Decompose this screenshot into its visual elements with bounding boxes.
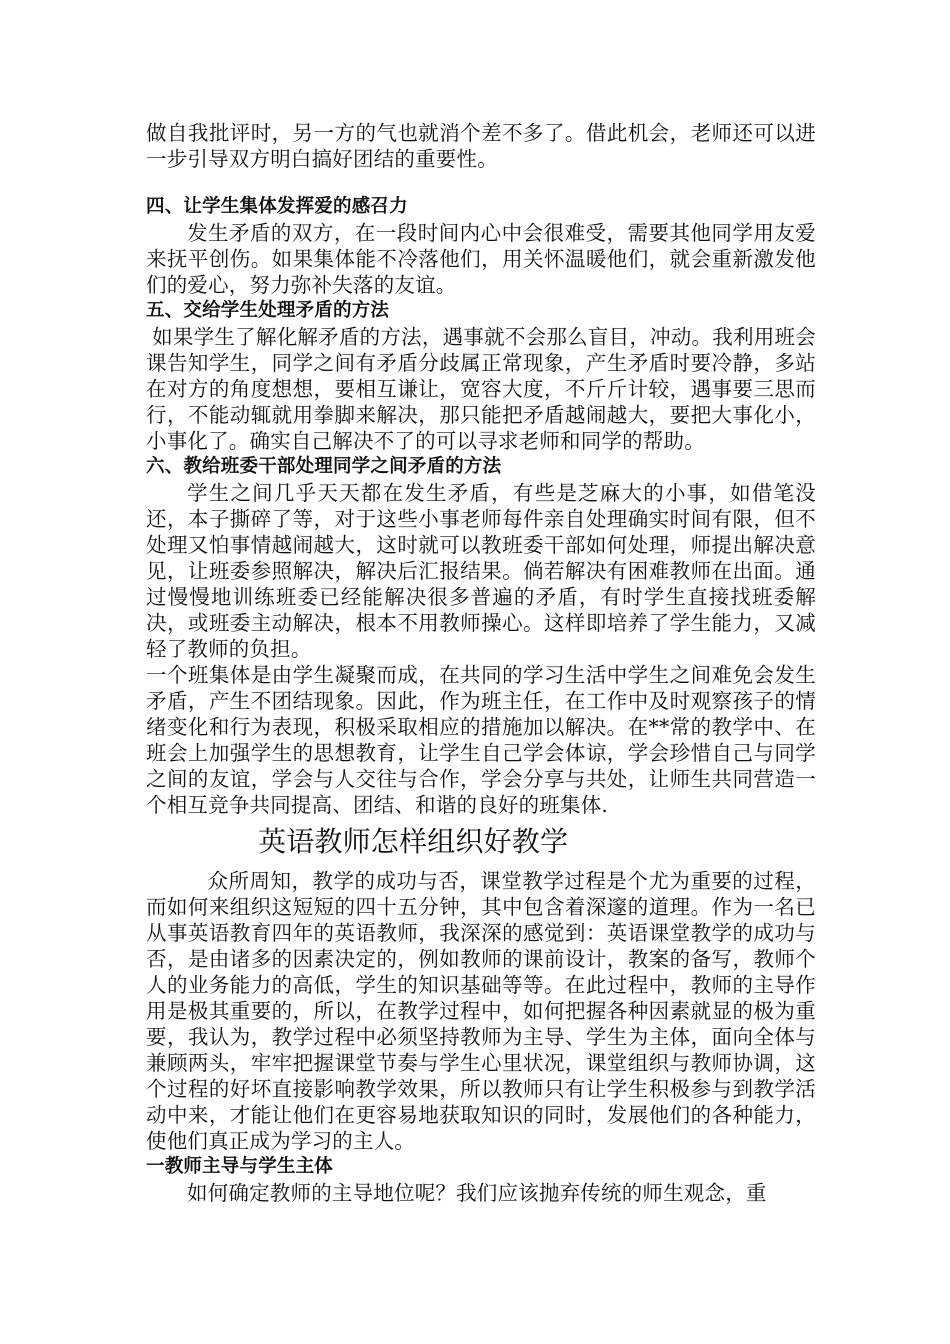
document-page: [146, 120, 816, 1206]
paragraph-conclusion: 一个班集体是由学生凝聚而成，在共同的学习生活中学生之间难免会发生矛盾，产生不团结现象。因此，作为班主任，在工作中及时观察孩子的情绪变化和行为表现，积极采取相应的措施加以解决。在**常的教学中、在班会上加强学生的思想教育，让学生自己学会体谅，学会珍惜自己与同学之间的友谊，学会与人交往与合作，学会分享与共处，让师生共同营造一个相互竞争共同提高、团结、和谐的良好的班集体.: [146, 663, 816, 817]
heading-section-6: 六、教给班委干部处理同学之间矛盾的方法: [146, 456, 502, 477]
paragraph-section-5: 如果学生了解化解矛盾的方法，遇事就不会那么盲目，冲动。我利用班会课告知学生，同学之间有矛盾分歧属正常现象，产生矛盾时要冷静，多站在对方的角度想想，要相互谦让，宽容大度，不斤斤计较，遇事要三思而行，不能动辄就用拳脚来解决，那只能把矛盾越闹越大，要把大事化小，小事化了。确实自己解决不了的可以寻求老师和同学的帮助。: [146, 325, 816, 453]
paragraph-gap: [146, 172, 816, 194]
article-title: 英语教师怎样组织好教学: [258, 825, 569, 858]
paragraph-intro-continuation: 做自我批评时，另一方的气也就消个差不多了。借此机会，老师还可以进一步引导双方明白搞好团结的重要性。: [146, 121, 816, 171]
paragraph-part-1: 如何确定教师的主导地位呢？我们应该抛弃传统的师生观念，重: [187, 1181, 767, 1205]
heading-section-4: 四、让学生集体发挥爱的感召力: [146, 196, 408, 217]
paragraph-section-4: 发生矛盾的双方，在一段时间内心中会很难受，需要其他同学用友爱来抚平创伤。如果集体能不冷落他们，用关怀温暖他们，就会重新激发他们的爱心，努力弥补失落的友谊。: [146, 221, 816, 297]
heading-part-1: 一教师主导与学生主体: [146, 1156, 334, 1177]
heading-section-5: 五、交给学生处理矛盾的方法: [146, 300, 390, 321]
paragraph-section-6: 学生之间几乎天天都在发生矛盾，有些是芝麻大的小事，如借笔没还，本子撕碎了等，对于这些小事老师每件亲自处理确实时间有限，但不处理又怕事情越闹越大，这时就可以教班委干部如何处理，师提出解决意见，让班委参照解决，解决后汇报结果。倘若解决有困难教师在出面。通过慢慢地训练班委已经能解决很多普遍的矛盾，有时学生直接找班委解决，或班委主动解决，根本不用教师操心。这样即培养了学生能力，又减轻了教师的负担。: [146, 481, 816, 661]
paragraph-article-intro: 众所周知，教学的成功与否，课堂教学过程是个尤为重要的过程，而如何来组织这短短的四十五分钟，其中包含着深邃的道理。作为一名已从事英语教育四年的英语教师，我深深的感觉到：英语课堂教学的成功与否，是由诸多的因素决定的，例如教师的课前设计，教案的备写，教师个人的业务能力的高低，学生的知识基础等等。在此过程中，教师的主导作用是极其重要的，所以，在教学过程中，如何把握各种因素就显的极为重要，我认为，教学过程中必须坚持教师为主导、学生为主体，面向全体与兼顾两头，牢牢把握课堂节奏与学生心里状况，课堂组织与教师协调，这个过程的好坏直接影响教学效果，所以教师只有让学生积极参与到教学活动中来，才能让他们在更容易地获取知识的同时，发展他们的各种能力，使他们真正成为学习的主人。: [146, 869, 816, 1153]
